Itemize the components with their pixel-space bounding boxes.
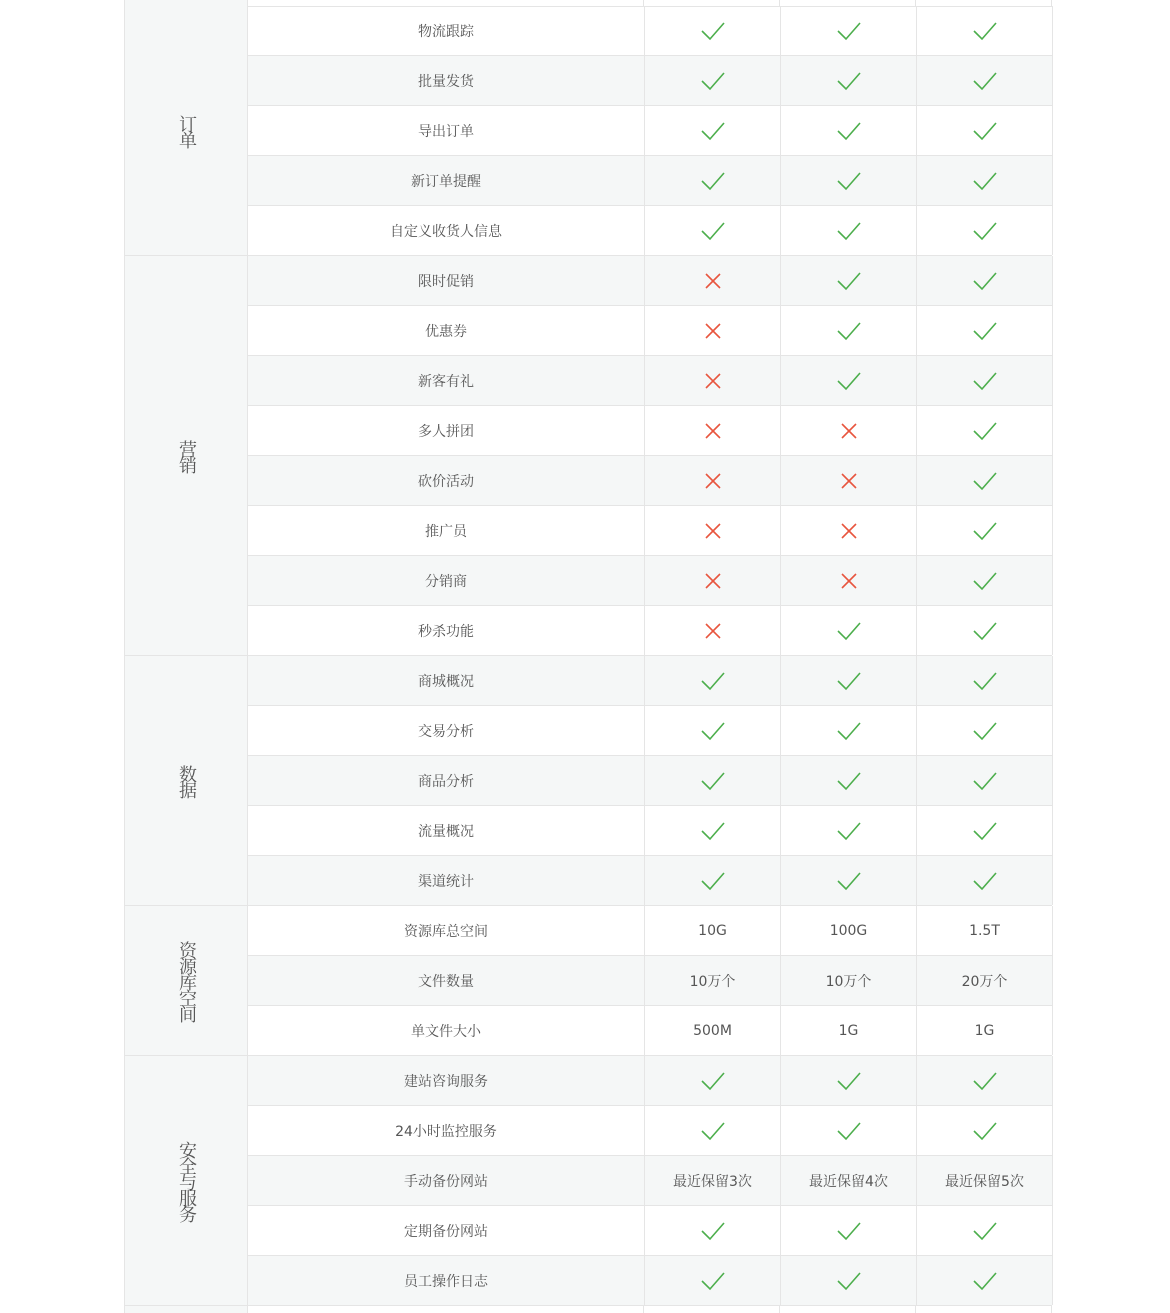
category-label: 订单 bbox=[176, 114, 197, 147]
check-icon bbox=[917, 6, 1053, 55]
check-icon bbox=[917, 856, 1053, 905]
check-icon bbox=[781, 6, 917, 55]
check-icon bbox=[645, 6, 781, 55]
check-icon bbox=[917, 806, 1053, 855]
table-row bbox=[248, 6, 1053, 55]
feature-group bbox=[124, 1056, 1052, 1306]
plan-value: 最近保留5次 bbox=[917, 1156, 1053, 1205]
feature-name: 流量概况 bbox=[248, 806, 645, 855]
feature-name: 手动备份网站 bbox=[248, 1156, 645, 1205]
plan-value: 最近保留4次 bbox=[781, 1156, 917, 1205]
table-row bbox=[248, 105, 1053, 155]
category-label: 安全与服务 bbox=[176, 1140, 197, 1221]
feature-name: 自定义收货人信息 bbox=[248, 206, 645, 255]
table-row bbox=[248, 1155, 1053, 1205]
check-icon bbox=[645, 1256, 781, 1305]
feature-name: 交易分析 bbox=[248, 706, 645, 755]
plan-value: 10万个 bbox=[781, 956, 917, 1005]
plan-value: 100G bbox=[781, 906, 917, 955]
cross-icon bbox=[781, 406, 917, 455]
check-icon bbox=[917, 756, 1053, 805]
check-icon bbox=[645, 806, 781, 855]
check-icon bbox=[645, 656, 781, 705]
check-icon bbox=[917, 506, 1053, 555]
check-icon bbox=[781, 156, 917, 205]
table-row bbox=[248, 1205, 1053, 1255]
table-row bbox=[248, 555, 1053, 605]
check-icon bbox=[645, 756, 781, 805]
table-row bbox=[248, 455, 1053, 505]
table-row bbox=[248, 605, 1053, 655]
check-icon bbox=[781, 206, 917, 255]
cross-icon bbox=[781, 556, 917, 605]
feature-name: 推广员 bbox=[248, 506, 645, 555]
check-icon bbox=[917, 256, 1053, 305]
table-bottom-strip bbox=[124, 1306, 1052, 1313]
plan-value: 10万个 bbox=[645, 956, 781, 1005]
feature-group bbox=[124, 656, 1052, 906]
feature-name: 批量发货 bbox=[248, 56, 645, 105]
feature-name: 秒杀功能 bbox=[248, 606, 645, 655]
category-cell bbox=[124, 6, 248, 255]
check-icon bbox=[781, 1106, 917, 1155]
cross-icon bbox=[645, 506, 781, 555]
table-row bbox=[248, 355, 1053, 405]
check-icon bbox=[917, 556, 1053, 605]
category-cell bbox=[124, 256, 248, 655]
cross-icon bbox=[781, 506, 917, 555]
feature-name: 限时促销 bbox=[248, 256, 645, 305]
check-icon bbox=[781, 1206, 917, 1255]
category-cell bbox=[124, 1056, 248, 1305]
check-icon bbox=[781, 356, 917, 405]
table-row bbox=[248, 305, 1053, 355]
check-icon bbox=[917, 1256, 1053, 1305]
check-icon bbox=[917, 406, 1053, 455]
plan-value: 500M bbox=[645, 1006, 781, 1055]
check-icon bbox=[781, 856, 917, 905]
plan-value: 1.5T bbox=[917, 906, 1053, 955]
cross-icon bbox=[645, 306, 781, 355]
check-icon bbox=[781, 1056, 917, 1105]
check-icon bbox=[917, 706, 1053, 755]
feature-group bbox=[124, 256, 1052, 656]
check-icon bbox=[917, 56, 1053, 105]
table-row bbox=[248, 805, 1053, 855]
table-row bbox=[248, 505, 1053, 555]
category-label: 数据 bbox=[176, 764, 197, 797]
feature-name: 渠道统计 bbox=[248, 856, 645, 905]
check-icon bbox=[645, 706, 781, 755]
check-icon bbox=[645, 156, 781, 205]
table-row bbox=[248, 1255, 1053, 1305]
table-row bbox=[248, 1105, 1053, 1155]
feature-name: 定期备份网站 bbox=[248, 1206, 645, 1255]
feature-group bbox=[124, 906, 1052, 1056]
check-icon bbox=[781, 656, 917, 705]
table-row bbox=[248, 855, 1053, 905]
category-label: 营销 bbox=[176, 439, 197, 472]
check-icon bbox=[917, 356, 1053, 405]
plan-value: 20万个 bbox=[917, 956, 1053, 1005]
check-icon bbox=[645, 1106, 781, 1155]
table-row bbox=[248, 755, 1053, 805]
check-icon bbox=[645, 56, 781, 105]
table-row bbox=[248, 205, 1053, 255]
table-row bbox=[248, 256, 1053, 305]
check-icon bbox=[917, 656, 1053, 705]
check-icon bbox=[645, 206, 781, 255]
table-row bbox=[248, 155, 1053, 205]
plan-value: 10G bbox=[645, 906, 781, 955]
feature-name: 员工操作日志 bbox=[248, 1256, 645, 1305]
check-icon bbox=[645, 106, 781, 155]
check-icon bbox=[917, 206, 1053, 255]
check-icon bbox=[781, 706, 917, 755]
check-icon bbox=[781, 806, 917, 855]
check-icon bbox=[917, 456, 1053, 505]
check-icon bbox=[781, 606, 917, 655]
table-row bbox=[248, 656, 1053, 705]
feature-name: 分销商 bbox=[248, 556, 645, 605]
check-icon bbox=[917, 156, 1053, 205]
check-icon bbox=[781, 256, 917, 305]
table-row bbox=[248, 405, 1053, 455]
check-icon bbox=[917, 1056, 1053, 1105]
feature-name: 优惠券 bbox=[248, 306, 645, 355]
category-label: 资源库空间 bbox=[176, 940, 197, 1021]
table-row bbox=[248, 955, 1053, 1005]
feature-name: 新客有礼 bbox=[248, 356, 645, 405]
table-row bbox=[248, 1056, 1053, 1105]
feature-comparison-table bbox=[124, 6, 1052, 1306]
category-cell bbox=[124, 906, 248, 1055]
cross-icon bbox=[645, 556, 781, 605]
feature-name: 新订单提醒 bbox=[248, 156, 645, 205]
feature-name: 商城概况 bbox=[248, 656, 645, 705]
table-row bbox=[248, 906, 1053, 955]
check-icon bbox=[917, 106, 1053, 155]
feature-name: 导出订单 bbox=[248, 106, 645, 155]
check-icon bbox=[645, 1206, 781, 1255]
table-row bbox=[248, 55, 1053, 105]
check-icon bbox=[781, 56, 917, 105]
cross-icon bbox=[781, 456, 917, 505]
check-icon bbox=[645, 1056, 781, 1105]
check-icon bbox=[781, 1256, 917, 1305]
plan-value: 最近保留3次 bbox=[645, 1156, 781, 1205]
table-row bbox=[248, 705, 1053, 755]
feature-name: 文件数量 bbox=[248, 956, 645, 1005]
cross-icon bbox=[645, 256, 781, 305]
feature-name: 资源库总空间 bbox=[248, 906, 645, 955]
feature-name: 单文件大小 bbox=[248, 1006, 645, 1055]
check-icon bbox=[917, 306, 1053, 355]
check-icon bbox=[645, 856, 781, 905]
feature-name: 建站咨询服务 bbox=[248, 1056, 645, 1105]
feature-name: 砍价活动 bbox=[248, 456, 645, 505]
plan-value: 1G bbox=[781, 1006, 917, 1055]
cross-icon bbox=[645, 456, 781, 505]
cross-icon bbox=[645, 606, 781, 655]
feature-name: 商品分析 bbox=[248, 756, 645, 805]
cross-icon bbox=[645, 356, 781, 405]
check-icon bbox=[917, 1206, 1053, 1255]
check-icon bbox=[781, 756, 917, 805]
check-icon bbox=[781, 106, 917, 155]
check-icon bbox=[781, 306, 917, 355]
cross-icon bbox=[645, 406, 781, 455]
plan-value: 1G bbox=[917, 1006, 1053, 1055]
feature-name: 物流跟踪 bbox=[248, 6, 645, 55]
feature-name: 24小时监控服务 bbox=[248, 1106, 645, 1155]
check-icon bbox=[917, 1106, 1053, 1155]
feature-group bbox=[124, 6, 1052, 256]
table-row bbox=[248, 1005, 1053, 1055]
feature-name: 多人拼团 bbox=[248, 406, 645, 455]
check-icon bbox=[917, 606, 1053, 655]
category-cell bbox=[124, 656, 248, 905]
